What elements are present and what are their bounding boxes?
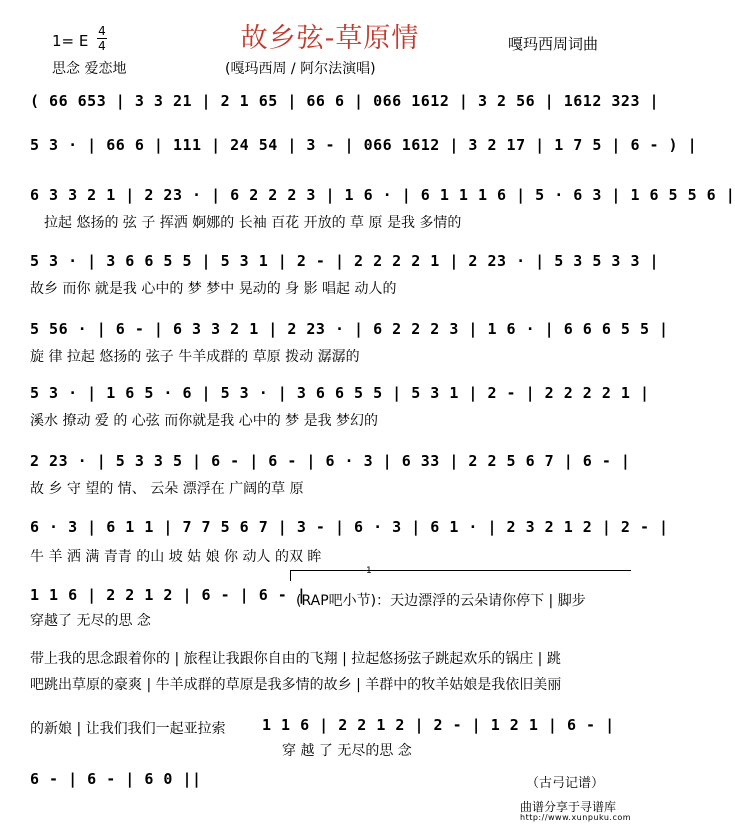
score-line-2: 5 3 · | 66 6 | 111 | 24 54 | 3 - | 066 1612 | 3 2 17 | 1 7 5 | 6 - ) | [30, 136, 698, 154]
lyric-line-1: 拉起 悠扬的 弦 子 挥洒 婀娜的 长袖 百花 开放的 草 原 是我 多情的 [44, 215, 462, 231]
transcriber-credit: （古弓记谱） [526, 776, 605, 791]
expression-marking: 思念 爱恋地 [52, 61, 127, 77]
composer-credit: 嘎玛西周词曲 [508, 35, 599, 53]
score-line-3: 6 3 3 2 1 | 2 23 · | 6 2 2 2 3 | 1 6 · | 6 1 1 1 6 | 5 · 6 3 | 1 6 5 5 6 | [30, 186, 735, 204]
lyric-line-4: 溪水 撩动 爱 的 心弦 而你就是我 心中的 梦 是我 梦幻的 [30, 413, 379, 429]
lyric-line-3: 旋 律 拉起 悠扬的 弦子 牛羊成群的 草原 拨动 潺潺的 [30, 349, 360, 365]
site-credit: 曲谱分享于寻谱库 [520, 800, 617, 814]
volta-bracket [290, 570, 631, 581]
score-line-11: 6 - | 6 - | 6 0 || [30, 770, 202, 788]
meter-bottom: 4 [98, 39, 106, 53]
song-title: 故乡弦-草原情 [240, 23, 420, 54]
site-url: http://www.xunpuku.com [520, 813, 632, 822]
time-signature [97, 25, 107, 52]
key-signature: 1= E [52, 32, 89, 50]
rap-line-1: (RAP吧小节)：天边漂浮的云朵请你停下 | 脚步 [296, 593, 586, 609]
score-line-5: 5 56 · | 6 - | 6 3 3 2 1 | 2 23 · | 6 2 2 2 3 | 1 6 · | 6 6 6 5 5 | [30, 320, 669, 338]
rap-line-3: 吧跳出草原的豪爽 | 牛羊成群的草原是我多情的故乡 | 羊群中的牧羊姑娘是我依旧美丽 [30, 677, 562, 693]
score-line-10: 1 1 6 | 2 2 1 2 | 2 - | 1 2 1 | 6 - | [262, 716, 615, 734]
lyric-line-7: 穿越了 无尽的思 念 [30, 613, 151, 629]
lyric-line-6: 牛 羊 洒 满 青青 的山 坡 姑 娘 你 动人 的双 眸 [30, 549, 322, 565]
score-line-9: 1 1 6 | 2 2 1 2 | 6 - | 6 - | [30, 586, 307, 604]
lyric-line-8: 穿 越 了 无尽的思 念 [282, 743, 412, 759]
score-line-7: 2 23 · | 5 3 3 5 | 6 - | 6 - | 6 · 3 | 6 33 | 2 2 5 6 7 | 6 - | [30, 452, 631, 470]
performer-credit: (嘎玛西周 / 阿尔法演唱) [225, 61, 376, 77]
lyric-line-5: 故 乡 守 望的 情、 云朵 漂浮在 广阔的草 原 [30, 481, 304, 497]
meter-top: 4 [98, 24, 106, 38]
rap-line-2: 带上我的思念跟着你的 | 旅程让我跟你自由的飞翔 | 拉起悠扬弦子跳起欢乐的锅庄 | 跳 [30, 651, 561, 667]
score-line-6: 5 3 · | 1 6 5 · 6 | 5 3 · | 3 6 6 5 5 | 5 3 1 | 2 - | 2 2 2 2 1 | [30, 384, 650, 402]
score-line-1: ( 66 653 | 3 3 21 | 2 1 65 | 66 6 | 066 1612 | 3 2 56 | 1612 323 | [30, 92, 660, 110]
rap-line-4: 的新娘 | 让我们我们一起亚拉索 [30, 721, 226, 737]
volta-number: 1 [366, 566, 372, 576]
score-line-4: 5 3 · | 3 6 6 5 5 | 5 3 1 | 2 - | 2 2 2 2 1 | 2 23 · | 5 3 5 3 3 | [30, 252, 660, 270]
lyric-line-2: 故乡 而你 就是我 心中的 梦 梦中 晃动的 身 影 唱起 动人的 [30, 281, 397, 297]
score-line-8: 6 · 3 | 6 1 1 | 7 7 5 6 7 | 3 - | 6 · 3 | 6 1 · | 2 3 2 1 2 | 2 - | [30, 518, 669, 536]
